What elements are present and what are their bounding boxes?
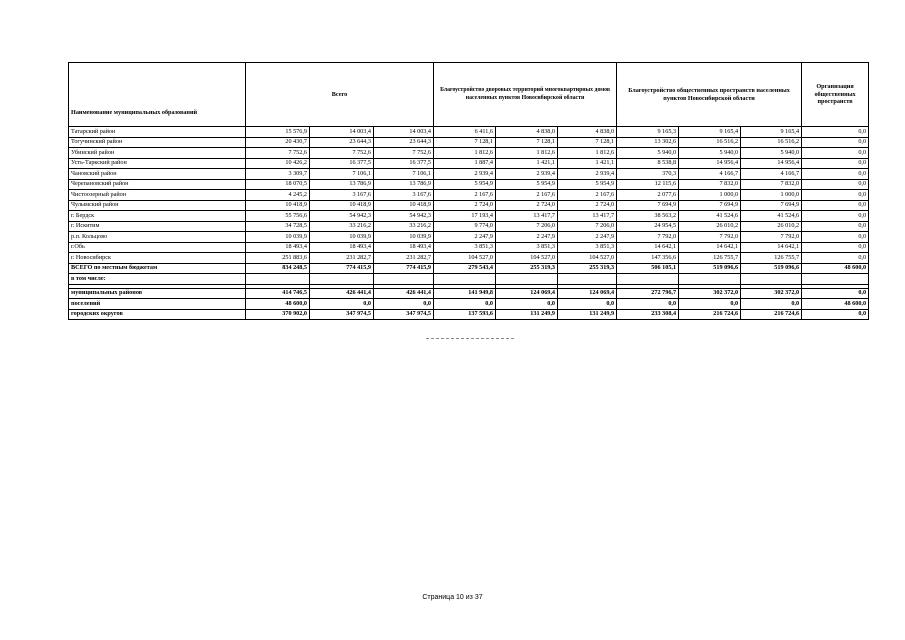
row-label: поселений <box>69 299 246 310</box>
value-cell: 14 956,4 <box>741 158 802 169</box>
value-cell: 9 774,0 <box>434 221 496 232</box>
empty-cell <box>246 274 310 285</box>
value-cell: 231 282,7 <box>374 253 434 264</box>
value-cell: 141 949,8 <box>434 288 496 299</box>
value-cell: 1 000,0 <box>741 190 802 201</box>
value-cell: 2 247,9 <box>496 232 558 243</box>
header-name: Наименование муниципальных образований <box>69 63 246 127</box>
table-body <box>69 127 869 320</box>
value-cell: 0,0 <box>374 299 434 310</box>
value-cell: 18 493,4 <box>374 242 434 253</box>
row-label: Чулымский район <box>69 200 246 211</box>
value-cell: 13 786,9 <box>374 179 434 190</box>
table-row <box>69 211 869 222</box>
header-org: Организация общественных пространств <box>802 63 869 127</box>
value-cell: 0,0 <box>617 299 679 310</box>
empty-cell <box>741 274 802 285</box>
row-label: городских округов <box>69 309 246 320</box>
value-cell: 147 356,6 <box>617 253 679 264</box>
value-cell: 23 644,3 <box>310 137 374 148</box>
value-cell: 20 430,7 <box>246 137 310 148</box>
value-cell: 7 832,0 <box>679 179 741 190</box>
value-cell: 14 642,1 <box>741 242 802 253</box>
value-cell: 7 106,1 <box>310 169 374 180</box>
value-cell: 12 115,6 <box>617 179 679 190</box>
value-cell: 10 426,2 <box>246 158 310 169</box>
value-cell: 3 851,3 <box>496 242 558 253</box>
header-row <box>69 63 869 127</box>
value-cell: 233 308,4 <box>617 309 679 320</box>
value-cell: 0,0 <box>802 221 869 232</box>
value-cell: 1 812,6 <box>558 148 617 159</box>
value-cell: 13 417,7 <box>558 211 617 222</box>
value-cell: 1 812,6 <box>434 148 496 159</box>
row-label: муниципальных районов <box>69 288 246 299</box>
value-cell: 0,0 <box>802 158 869 169</box>
value-cell: 7 694,9 <box>679 200 741 211</box>
value-cell: 16 377,5 <box>310 158 374 169</box>
empty-cell <box>617 274 679 285</box>
value-cell: 41 524,6 <box>679 211 741 222</box>
value-cell: 5 954,9 <box>434 179 496 190</box>
value-cell: 0,0 <box>802 253 869 264</box>
value-cell: 10 039,9 <box>246 232 310 243</box>
value-cell: 126 755,7 <box>741 253 802 264</box>
header-total: Всего <box>246 63 434 127</box>
table-row <box>69 179 869 190</box>
value-cell: 14 003,4 <box>310 127 374 138</box>
value-cell: 14 003,4 <box>374 127 434 138</box>
value-cell: 7 128,1 <box>434 137 496 148</box>
table-row <box>69 200 869 211</box>
empty-cell <box>434 274 496 285</box>
table-row <box>69 158 869 169</box>
value-cell: 216 724,6 <box>741 309 802 320</box>
value-cell: 10 418,9 <box>374 200 434 211</box>
table-row <box>69 263 869 274</box>
value-cell: 231 282,7 <box>310 253 374 264</box>
value-cell: 126 755,7 <box>679 253 741 264</box>
value-cell: 124 069,4 <box>496 288 558 299</box>
table-row <box>69 169 869 180</box>
value-cell: 26 010,2 <box>679 221 741 232</box>
row-label: г.Обь <box>69 242 246 253</box>
value-cell: 0,0 <box>496 299 558 310</box>
row-label: г. Новосибирск <box>69 253 246 264</box>
table-row <box>69 148 869 159</box>
value-cell: 4 245,2 <box>246 190 310 201</box>
value-cell: 5 940,0 <box>679 148 741 159</box>
value-cell: 216 724,6 <box>679 309 741 320</box>
value-cell: 4 838,0 <box>558 127 617 138</box>
row-label: Чановский район <box>69 169 246 180</box>
value-cell: 34 728,5 <box>246 221 310 232</box>
value-cell: 18 493,4 <box>246 242 310 253</box>
table-row <box>69 288 869 299</box>
row-label: Тогучинский район <box>69 137 246 148</box>
value-cell: 255 319,3 <box>496 263 558 274</box>
value-cell: 251 883,6 <box>246 253 310 264</box>
row-label: Черепановский район <box>69 179 246 190</box>
value-cell: 7 694,9 <box>741 200 802 211</box>
value-cell: 0,0 <box>802 200 869 211</box>
value-cell: 2 724,0 <box>434 200 496 211</box>
value-cell: 519 096,6 <box>679 263 741 274</box>
row-label: Чистоозерный район <box>69 190 246 201</box>
row-label: Татарский район <box>69 127 246 138</box>
value-cell: 16 516,2 <box>741 137 802 148</box>
value-cell: 2 724,0 <box>558 200 617 211</box>
value-cell: 131 249,9 <box>558 309 617 320</box>
value-cell: 2 939,4 <box>496 169 558 180</box>
row-label: Усть-Таркский район <box>69 158 246 169</box>
value-cell: 0,0 <box>310 299 374 310</box>
budget-table <box>68 62 869 320</box>
value-cell: 124 069,4 <box>558 288 617 299</box>
value-cell: 5 940,0 <box>617 148 679 159</box>
table-row <box>69 221 869 232</box>
value-cell: 0,0 <box>802 169 869 180</box>
value-cell: 2 167,6 <box>496 190 558 201</box>
value-cell: 3 851,3 <box>558 242 617 253</box>
value-cell: 10 418,9 <box>246 200 310 211</box>
value-cell: 104 527,0 <box>434 253 496 264</box>
value-cell: 48 600,0 <box>802 299 869 310</box>
value-cell: 0,0 <box>802 211 869 222</box>
row-label: г. Искитим <box>69 221 246 232</box>
value-cell: 3 851,3 <box>434 242 496 253</box>
value-cell: 38 563,2 <box>617 211 679 222</box>
value-cell: 774 415,9 <box>310 263 374 274</box>
value-cell: 0,0 <box>802 242 869 253</box>
empty-cell <box>374 274 434 285</box>
empty-cell <box>310 274 374 285</box>
value-cell: 3 167,6 <box>310 190 374 201</box>
value-cell: 5 954,9 <box>558 179 617 190</box>
value-cell: 10 039,9 <box>374 232 434 243</box>
table-row <box>69 274 869 285</box>
value-cell: 4 838,0 <box>496 127 558 138</box>
value-cell: 10 418,9 <box>310 200 374 211</box>
empty-cell <box>679 274 741 285</box>
value-cell: 131 249,9 <box>496 309 558 320</box>
value-cell: 0,0 <box>802 179 869 190</box>
value-cell: 3 167,6 <box>374 190 434 201</box>
table-row <box>69 137 869 148</box>
value-cell: 0,0 <box>558 299 617 310</box>
value-cell: 14 956,4 <box>679 158 741 169</box>
value-cell: 774 415,9 <box>374 263 434 274</box>
value-cell: 255 319,3 <box>558 263 617 274</box>
value-cell: 0,0 <box>802 127 869 138</box>
value-cell: 14 642,1 <box>617 242 679 253</box>
value-cell: 272 796,7 <box>617 288 679 299</box>
value-cell: 26 010,2 <box>741 221 802 232</box>
value-cell: 0,0 <box>802 148 869 159</box>
value-cell: 54 942,3 <box>310 211 374 222</box>
value-cell: 4 166,7 <box>741 169 802 180</box>
row-label: ВСЕГО по местным бюджетам <box>69 263 246 274</box>
value-cell: 4 166,7 <box>679 169 741 180</box>
value-cell: 7 752,6 <box>374 148 434 159</box>
value-cell: 0,0 <box>741 299 802 310</box>
including-label: в том числе: <box>69 274 246 285</box>
value-cell: 13 786,9 <box>310 179 374 190</box>
budget-table-sheet <box>68 62 868 320</box>
value-cell: 18 070,5 <box>246 179 310 190</box>
value-cell: 9 165,4 <box>679 127 741 138</box>
value-cell: 0,0 <box>802 137 869 148</box>
value-cell: 24 954,5 <box>617 221 679 232</box>
value-cell: 370 902,0 <box>246 309 310 320</box>
value-cell: 2 167,6 <box>434 190 496 201</box>
value-cell: 2 077,6 <box>617 190 679 201</box>
value-cell: 1 000,0 <box>679 190 741 201</box>
value-cell: 2 939,4 <box>558 169 617 180</box>
value-cell: 506 105,1 <box>617 263 679 274</box>
value-cell: 33 216,2 <box>310 221 374 232</box>
value-cell: 7 752,6 <box>246 148 310 159</box>
value-cell: 9 165,4 <box>741 127 802 138</box>
value-cell: 414 746,5 <box>246 288 310 299</box>
table-row <box>69 127 869 138</box>
value-cell: 7 792,0 <box>617 232 679 243</box>
value-cell: 33 216,2 <box>374 221 434 232</box>
row-label: г. Бердск <box>69 211 246 222</box>
value-cell: 7 694,9 <box>617 200 679 211</box>
value-cell: 7 106,1 <box>374 169 434 180</box>
value-cell: 2 939,4 <box>434 169 496 180</box>
value-cell: 16 377,5 <box>374 158 434 169</box>
header-yards: Благоустройство дворовых территорий многоквартирных домов населенных пунктов Новосибирской области <box>434 63 617 127</box>
value-cell: 2 247,9 <box>434 232 496 243</box>
value-cell: 0,0 <box>802 190 869 201</box>
value-cell: 48 600,0 <box>246 299 310 310</box>
value-cell: 7 128,1 <box>496 137 558 148</box>
value-cell: 23 644,3 <box>374 137 434 148</box>
value-cell: 13 417,7 <box>496 211 558 222</box>
table-row <box>69 190 869 201</box>
value-cell: 5 940,0 <box>741 148 802 159</box>
value-cell: 5 954,9 <box>496 179 558 190</box>
value-cell: 6 411,6 <box>434 127 496 138</box>
value-cell: 834 248,5 <box>246 263 310 274</box>
empty-cell <box>558 274 617 285</box>
value-cell: 41 524,6 <box>741 211 802 222</box>
value-cell: 2 247,9 <box>558 232 617 243</box>
value-cell: 7 128,1 <box>558 137 617 148</box>
value-cell: 7 206,0 <box>496 221 558 232</box>
value-cell: 0,0 <box>679 299 741 310</box>
value-cell: 0,0 <box>802 288 869 299</box>
value-cell: 137 593,6 <box>434 309 496 320</box>
value-cell: 1 421,1 <box>558 158 617 169</box>
value-cell: 279 543,4 <box>434 263 496 274</box>
value-cell: 0,0 <box>802 309 869 320</box>
value-cell: 15 576,9 <box>246 127 310 138</box>
value-cell: 0,0 <box>434 299 496 310</box>
value-cell: 10 039,9 <box>310 232 374 243</box>
row-label: р.п. Кольцово <box>69 232 246 243</box>
value-cell: 7 832,0 <box>741 179 802 190</box>
table-row <box>69 232 869 243</box>
value-cell: 1 887,4 <box>434 158 496 169</box>
separator-line <box>426 338 514 339</box>
value-cell: 370,3 <box>617 169 679 180</box>
value-cell: 54 942,3 <box>374 211 434 222</box>
value-cell: 2 167,6 <box>558 190 617 201</box>
value-cell: 8 538,8 <box>617 158 679 169</box>
table-row <box>69 253 869 264</box>
table-row <box>69 309 869 320</box>
value-cell: 7 206,0 <box>558 221 617 232</box>
value-cell: 2 724,0 <box>496 200 558 211</box>
value-cell: 18 493,4 <box>310 242 374 253</box>
value-cell: 426 441,4 <box>374 288 434 299</box>
value-cell: 7 792,0 <box>741 232 802 243</box>
value-cell: 347 974,5 <box>374 309 434 320</box>
empty-cell <box>496 274 558 285</box>
value-cell: 14 642,1 <box>679 242 741 253</box>
value-cell: 347 974,5 <box>310 309 374 320</box>
empty-cell <box>802 274 869 285</box>
value-cell: 3 309,7 <box>246 169 310 180</box>
value-cell: 426 441,4 <box>310 288 374 299</box>
value-cell: 55 756,6 <box>246 211 310 222</box>
value-cell: 519 096,6 <box>741 263 802 274</box>
value-cell: 7 792,0 <box>679 232 741 243</box>
value-cell: 104 527,0 <box>496 253 558 264</box>
value-cell: 13 302,6 <box>617 137 679 148</box>
value-cell: 302 372,0 <box>741 288 802 299</box>
value-cell: 1 421,1 <box>496 158 558 169</box>
row-label: Убинский район <box>69 148 246 159</box>
value-cell: 104 527,0 <box>558 253 617 264</box>
table-row <box>69 242 869 253</box>
value-cell: 9 165,3 <box>617 127 679 138</box>
value-cell: 1 812,6 <box>496 148 558 159</box>
value-cell: 16 516,2 <box>679 137 741 148</box>
value-cell: 0,0 <box>802 232 869 243</box>
page-number: Страница 10 из 37 <box>422 594 483 601</box>
value-cell: 7 752,6 <box>310 148 374 159</box>
header-public: Благоустройство общественных пространств населенных пунктов Новосибирской области <box>617 63 802 127</box>
value-cell: 302 372,0 <box>679 288 741 299</box>
value-cell: 48 600,0 <box>802 263 869 274</box>
value-cell: 17 193,4 <box>434 211 496 222</box>
table-row <box>69 299 869 310</box>
